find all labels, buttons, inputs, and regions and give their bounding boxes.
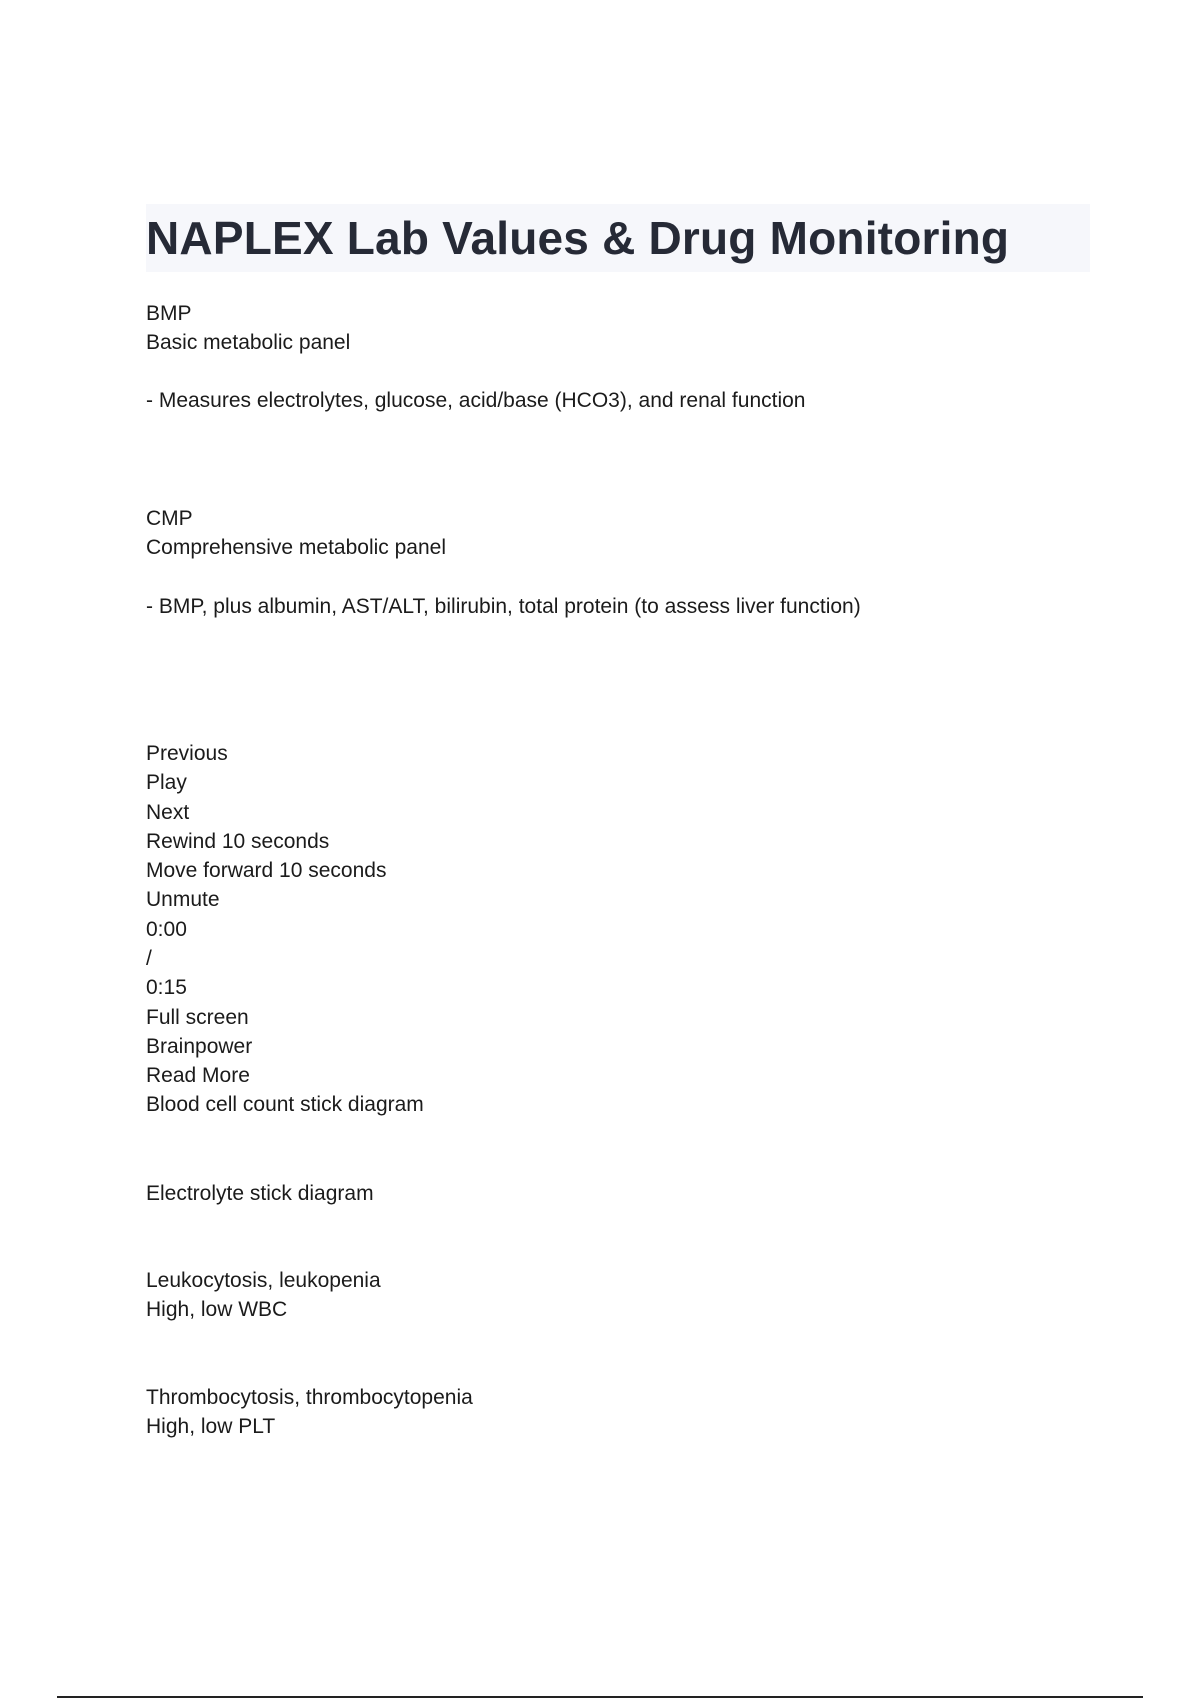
card-term-leukocytosis: Leukocytosis, leukopenia — [146, 1269, 381, 1292]
page-title: NAPLEX Lab Values & Drug Monitoring — [146, 212, 1010, 264]
next-button[interactable]: Next — [146, 801, 190, 824]
forward-button[interactable]: Move forward 10 seconds — [146, 859, 387, 882]
card-detail-cmp: - BMP, plus albumin, AST/ALT, bilirubin, total protein (to assess liver function) — [146, 595, 861, 618]
current-time: 0:00 — [146, 918, 187, 941]
rewind-button[interactable]: Rewind 10 seconds — [146, 830, 330, 853]
card-term-cmp: CMP — [146, 507, 193, 530]
card-term-blood-cell-diagram: Blood cell count stick diagram — [146, 1093, 424, 1116]
card-term-bmp: BMP — [146, 302, 192, 325]
bottom-divider — [57, 1696, 1143, 1698]
read-more-link[interactable]: Read More — [146, 1064, 250, 1087]
card-detail-bmp: - Measures electrolytes, glucose, acid/base (HCO3), and renal function — [146, 389, 806, 412]
card-definition-thrombocytosis: High, low PLT — [146, 1415, 276, 1438]
time-separator: / — [146, 947, 152, 970]
card-term-electrolyte-diagram: Electrolyte stick diagram — [146, 1182, 374, 1205]
card-term-thrombocytosis: Thrombocytosis, thrombocytopenia — [146, 1386, 473, 1409]
brainpower-brand[interactable]: Brainpower — [146, 1035, 253, 1058]
card-definition-cmp: Comprehensive metabolic panel — [146, 536, 446, 559]
duration: 0:15 — [146, 976, 187, 999]
card-definition-leukocytosis: High, low WBC — [146, 1298, 288, 1321]
unmute-button[interactable]: Unmute — [146, 888, 220, 911]
card-definition-bmp: Basic metabolic panel — [146, 331, 351, 354]
previous-button[interactable]: Previous — [146, 742, 228, 765]
play-button[interactable]: Play — [146, 771, 187, 794]
fullscreen-button[interactable]: Full screen — [146, 1006, 249, 1029]
